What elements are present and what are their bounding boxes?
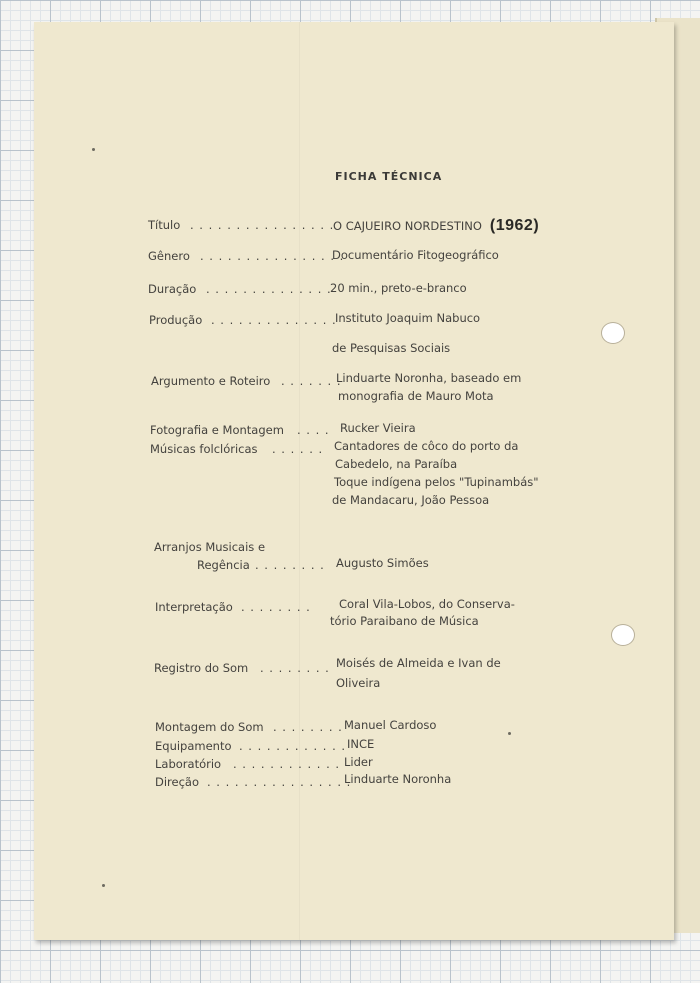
entry-label: Direção	[155, 775, 200, 789]
punch-hole	[611, 624, 635, 646]
entry-value: Linduarte Noronha	[344, 772, 452, 786]
speck	[92, 148, 95, 151]
speck	[508, 732, 511, 735]
entry-label: Registro do Som	[154, 661, 249, 675]
entry-value: Documentário Fitogeográfico	[332, 248, 499, 262]
leader-dots: . . . . . . . .	[241, 600, 311, 614]
entry-label: Gênero	[148, 249, 190, 263]
year-stamp: (1962)	[489, 217, 540, 234]
entry-label: Título	[148, 218, 181, 232]
entry-value: Augusto Simões	[336, 556, 429, 570]
entry-value: Coral Vila-Lobos, do Conserva-	[339, 597, 515, 611]
entry-value-line2: de Pesquisas Sociais	[332, 341, 451, 355]
entry-value: Linduarte Noronha, baseado em	[336, 371, 522, 385]
leader-dots: . . . . . . . . . . . . . . . .	[207, 775, 352, 789]
speck	[102, 884, 105, 887]
leader-dots: . . . . . . . . . . . .	[239, 739, 347, 753]
entry-value: Lider	[344, 755, 373, 769]
entry-label: Produção	[149, 313, 203, 327]
entry-label: Duração	[148, 282, 197, 296]
entry-label-line2: Regência	[197, 558, 250, 572]
leader-dots: . . . . . . . . . . . .	[233, 757, 341, 771]
entry-value: 20 min., preto-e-branco	[330, 281, 467, 295]
leader-dots: . . . .	[297, 423, 330, 437]
page-title: FICHA TÉCNICA	[335, 170, 443, 183]
entry-value-line2: monografia de Mauro Mota	[338, 389, 494, 403]
leader-dots: . . . . . .	[272, 442, 324, 456]
leader-dots: . . . . . . . .	[255, 558, 325, 572]
entry-value: Moisés de Almeida e Ivan de	[336, 656, 501, 670]
entry-label: Músicas folclóricas	[150, 442, 258, 456]
entry-value-line2: Cabedelo, na Paraíba	[335, 457, 458, 471]
leader-dots: . . . . . . .	[281, 374, 342, 388]
leader-dots: . . . . . . . .	[260, 661, 330, 675]
entry-label: Arranjos Musicais e	[154, 540, 266, 554]
leader-dots: . . . . . . . .	[273, 720, 343, 734]
leader-dots: . . . . . . . . . . . . . .	[211, 313, 337, 327]
entry-value-line2: tório Paraibano de Música	[330, 614, 479, 628]
entry-label: Montagem do Som	[155, 720, 264, 734]
entry-value: Manuel Cardoso	[344, 718, 437, 732]
leader-dots: . . . . . . . . . . . . . .	[206, 282, 332, 296]
film-title: O CAJUEIRO NORDESTINO	[333, 219, 482, 233]
entry-value: Rucker Vieira	[340, 421, 416, 435]
entry-label: Fotografia e Montagem	[150, 423, 284, 437]
page-fold	[299, 22, 300, 940]
entry-value: Cantadores de côco do porto da	[334, 439, 519, 453]
entry-value-line4: de Mandacaru, João Pessoa	[332, 493, 490, 507]
leader-dots: . . . . . . . . . . . . . . . .	[200, 249, 345, 263]
entry-value: INCE	[347, 737, 375, 751]
leader-dots: . . . . . . . . . . . . . . . .	[190, 218, 335, 232]
entry-value	[333, 217, 539, 235]
entry-value-line2: Oliveira	[336, 676, 381, 690]
entry-value-line3: Toque indígena pelos "Tupinambás"	[334, 475, 539, 489]
entry-label: Interpretação	[155, 600, 233, 614]
entry-label: Argumento e Roteiro	[151, 374, 271, 388]
entry-label: Laboratório	[155, 757, 222, 771]
entry-value: Instituto Joaquim Nabuco	[335, 311, 481, 325]
punch-hole	[601, 322, 625, 344]
entry-label: Equipamento	[155, 739, 232, 753]
